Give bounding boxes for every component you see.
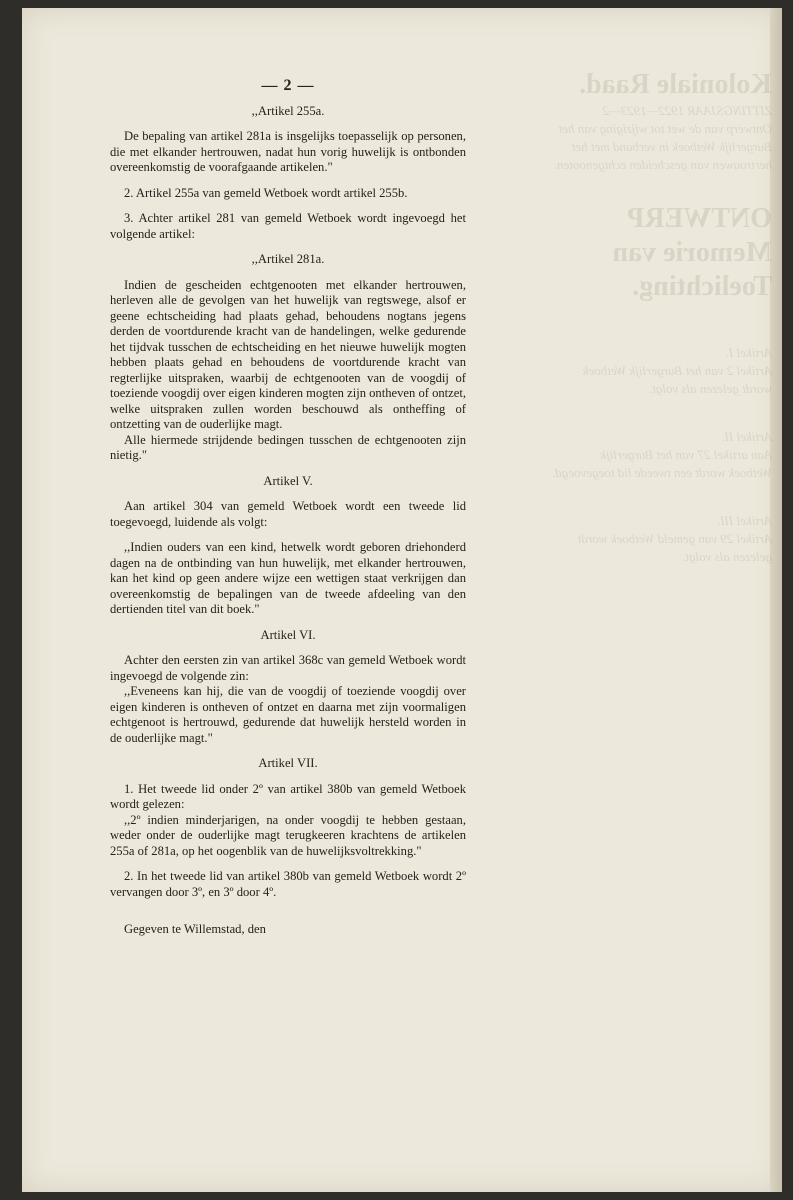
article-heading: Artikel VII.	[258, 756, 318, 770]
bleed-through: Koloniale Raad. ZITTINGSJAAR 1922—1923—2 Ontwerp van de wet tot wijziging van het Burgerlijk Wetboek in verband met het hertrouwen van gescheiden echtgenooten. ONTWERP Memorie van Toelichting. Artikel I. Artikel 2 van het Burgerlijk Wetboek wordt gelezen als volgt. Artikel II. Aan artikel 27 van het Burgerlijk Wetboek wordt een tweede lid toegevoegd. Artikel III. Artikel 29 van gemeld Wetboek wordt gelezen als volgt.	[552, 69, 772, 564]
signature-line: Gegeven te Willemstad, den	[124, 922, 266, 936]
paragraph: 2. Artikel 255a van gemeld Wetboek wordt artikel 255b.	[124, 185, 408, 200]
article-heading: Artikel V.	[263, 473, 313, 488]
document-page	[22, 8, 782, 1192]
paragraph: Achter den eersten zin van artikel 368c van gemeld Wetboek wordt ingevoegd de volgende zin:	[110, 653, 466, 683]
paragraph: 1. Het tweede lid onder 2º van artikel 380b van gemeld Wetboek wordt gelezen:	[110, 781, 466, 811]
article-heading: ,,Artikel 255a.	[251, 103, 325, 118]
paragraph: Aan artikel 304 van gemeld Wetboek wordt een tweede lid toegevoegd, luidende als volgt:	[110, 499, 466, 529]
paragraph: De bepaling van artikel 281a is insgelijks toepasselijk op personen, die met elkander hertrouwen, nadat hun vorig huwelijk is ontbonden overeenkomstig de voorafgaande artikelen."	[110, 129, 466, 174]
paragraph: 3. Achter artikel 281 van gemeld Wetboek wordt ingevoegd het volgende artikel:	[110, 211, 466, 241]
document-blocks	[110, 104, 466, 901]
page-number: — 2 —	[261, 77, 315, 94]
article-heading: ,,Artikel 281a.	[251, 252, 325, 266]
paragraph: 2. In het tweede lid van artikel 380b van gemeld Wetboek wordt 2º vervangen door 3º, en 3º door 4º.	[110, 869, 466, 899]
paragraph: Alle hiermede strijdende bedingen tusschen de echtgenooten zijn nietig."	[110, 432, 466, 462]
paragraph: ,,Eveneens kan hij, die van de voogdij of toeziende voogdij over eigen kinderen is ontheven of ontzet en daarna met zijn voormaligen echtgenoot is hertrouwd, gedurende dat huwelijk hersteld worden in de ouderlijke magt."	[110, 684, 466, 745]
paragraph: ,,Indien ouders van een kind, hetwelk wordt geboren driehonderd dagen na de ontbinding van hun huwelijk, met elkander hertrouwen, kan het kind op geen andere wijze een wettigen staat verkrijgen dan overeenkomstig de bepalingen van de tweede afdeeling van den dertienden titel van dit boek."	[110, 540, 466, 616]
paragraph: Indien de gescheiden echtgenooten met elkander hertrouwen, herleven alle de gevolgen van het huwelijk van regtswege, alsof er geene echtscheiding had plaats gehad, behoudens nogtans jegens derden de voortdurende kracht van de handelingen, welke gedurende het tijdvak tusschen de echtscheiding en het nieuwe huwelijk mogten hebben plaats gehad en behoudens de voortdurende kracht van regterlijke uitspraken, waarbij de echtgenooten van de voogdij of toeziende voogdij over eigen kinderen mogten zijn ontheven of ontzet, welke uitspraken zullen worden beschouwd als ontheffing of ontzetting van de ouderlijke magt.	[110, 277, 467, 431]
document-body	[110, 78, 466, 938]
paragraph: ,,2º indien minderjarigen, na onder voogdij te hebben gestaan, weder onder de ouderlijke magt terugkeeren krachtens de artikelen 255a of 281a, op het oogenblik van de huwelijksvoltrekking."	[110, 812, 466, 858]
article-heading: Artikel VI.	[260, 627, 316, 642]
